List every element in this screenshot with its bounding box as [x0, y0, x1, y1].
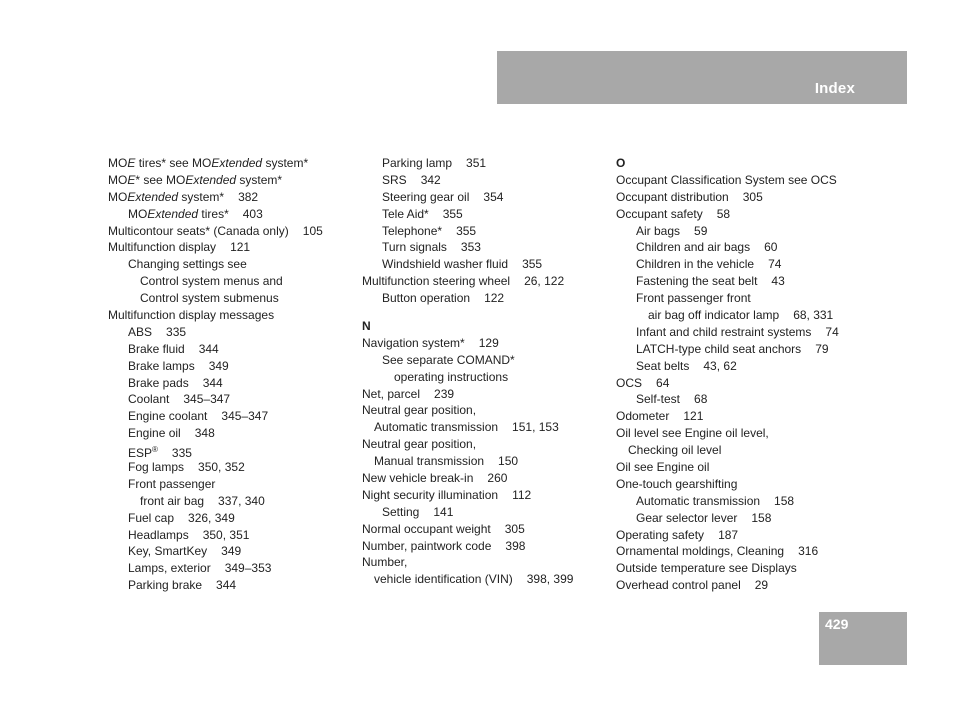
- index-entry: Infant and child restraint systems 74: [636, 324, 839, 339]
- index-entry: Number,: [362, 555, 408, 570]
- index-entry: MOE* see MOExtended system*: [108, 172, 283, 187]
- index-entry: operating instructions: [394, 369, 509, 384]
- index-entry: front air bag 337, 340: [140, 493, 265, 508]
- index-entry: Fog lamps 350, 352: [128, 460, 245, 475]
- index-column-2: [362, 155, 573, 588]
- index-entry: Children in the vehicle 74: [636, 257, 782, 272]
- index-entry: Neutral gear position,: [362, 437, 477, 452]
- index-entry: Occupant distribution 305: [616, 189, 763, 204]
- page-title: Index: [814, 80, 855, 97]
- index-entry: Parking lamp 351: [382, 156, 487, 170]
- index-entry: air bag off indicator lamp 68, 331: [648, 308, 834, 323]
- index-entry: Button operation 122: [382, 291, 505, 306]
- header-bar: [497, 51, 907, 104]
- index-entry: Occupant Classification System see OCS: [616, 172, 837, 187]
- spacer: [362, 307, 573, 318]
- index-entry: Night security illumination 112: [362, 487, 532, 502]
- index-entry: SRS 342: [382, 172, 441, 187]
- index-entry: Parking brake 344: [128, 578, 237, 593]
- index-entry: LATCH-type child seat anchors 79: [636, 341, 829, 356]
- index-entry: Setting 141: [382, 504, 454, 519]
- index-entry: Telephone* 355: [382, 223, 477, 238]
- index-entry: Outside temperature see Displays: [616, 561, 797, 576]
- index-entry: Front passenger: [128, 476, 216, 491]
- index-entry: Brake lamps 349: [128, 358, 229, 373]
- page-number: 429: [825, 616, 849, 632]
- index-entry: Odometer 121: [616, 409, 704, 424]
- index-entry: Turn signals 353: [382, 240, 481, 255]
- index-column-3: [616, 155, 839, 594]
- index-entry: ESP® 335: [128, 445, 192, 461]
- index-entry: ABS 335: [128, 324, 187, 339]
- page-number-box: [819, 612, 907, 665]
- index-entry: Children and air bags 60: [636, 240, 778, 255]
- index-entry: Overhead control panel 29: [616, 578, 769, 593]
- index-entry: Oil see Engine oil: [616, 460, 710, 475]
- index-entry: Ornamental moldings, Cleaning 316: [616, 544, 819, 559]
- index-entry: MOE tires* see MOExtended system*: [108, 156, 309, 170]
- index-entry: Manual transmission 150: [374, 454, 519, 469]
- index-entry: Changing settings see: [128, 257, 247, 272]
- index-entry: Windshield washer fluid 355: [382, 257, 543, 272]
- index-entry: Multifunction steering wheel 26, 122: [362, 274, 565, 289]
- index-entry: One-touch gearshifting: [616, 476, 738, 491]
- index-entry: Oil level see Engine oil level,: [616, 426, 769, 441]
- index-entry: Operating safety 187: [616, 527, 739, 542]
- index-entry: Coolant 345–347: [128, 392, 231, 407]
- index-entry: Multifunction display 121: [108, 240, 251, 255]
- index-entry: See separate COMAND*: [382, 352, 515, 367]
- index-entry: Headlamps 350, 351: [128, 527, 250, 542]
- index-entry: Engine coolant 345–347: [128, 409, 269, 424]
- index-entry: New vehicle break-in 260: [362, 471, 508, 486]
- index-entry: Neutral gear position,: [362, 403, 477, 418]
- index-entry: Fuel cap 326, 349: [128, 510, 235, 525]
- index-entry: Checking oil level: [628, 443, 722, 458]
- index-entry: OCS 64: [616, 375, 670, 390]
- index-entry: Net, parcel 239: [362, 386, 455, 401]
- index-entry: Engine oil 348: [128, 426, 215, 441]
- index-entry: Self-test 68: [636, 392, 708, 407]
- index-entry: Automatic transmission 158: [636, 493, 795, 508]
- index-entry: Normal occupant weight 305: [362, 521, 525, 536]
- index-entry: Number, paintwork code 398: [362, 538, 526, 553]
- index-entry: Control system submenus: [140, 291, 279, 306]
- index-column-1: [108, 155, 323, 594]
- index-entry: MOExtended system* 382: [108, 189, 259, 204]
- index-entry: vehicle identification (VIN) 398, 399: [374, 572, 574, 587]
- index-entry: Lamps, exterior 349–353: [128, 561, 272, 576]
- index-entry: Air bags 59: [636, 223, 708, 238]
- index-entry: Key, SmartKey 349: [128, 544, 242, 559]
- index-entry: Gear selector lever 158: [636, 510, 772, 525]
- index-entry: Multifunction display messages: [108, 308, 275, 323]
- index-entry: Automatic transmission 151, 153: [374, 420, 559, 435]
- index-entry: Brake fluid 344: [128, 341, 219, 356]
- index-entry: Seat belts 43, 62: [636, 358, 737, 373]
- index-entry: Fastening the seat belt 43: [636, 274, 785, 289]
- index-entry: Steering gear oil 354: [382, 189, 504, 204]
- index-entry: Multicontour seats* (Canada only) 105: [108, 223, 323, 238]
- index-entry: MOExtended tires* 403: [128, 206, 263, 221]
- index-entry: Occupant safety 58: [616, 206, 731, 221]
- index-letter-heading: N: [362, 319, 371, 334]
- index-letter-heading: O: [616, 156, 626, 170]
- index-entry: Navigation system* 129: [362, 335, 499, 350]
- index-entry: Control system menus and: [140, 274, 283, 289]
- index-entry: Tele Aid* 355: [382, 206, 463, 221]
- index-entry: Front passenger front: [636, 291, 751, 306]
- index-entry: Brake pads 344: [128, 375, 223, 390]
